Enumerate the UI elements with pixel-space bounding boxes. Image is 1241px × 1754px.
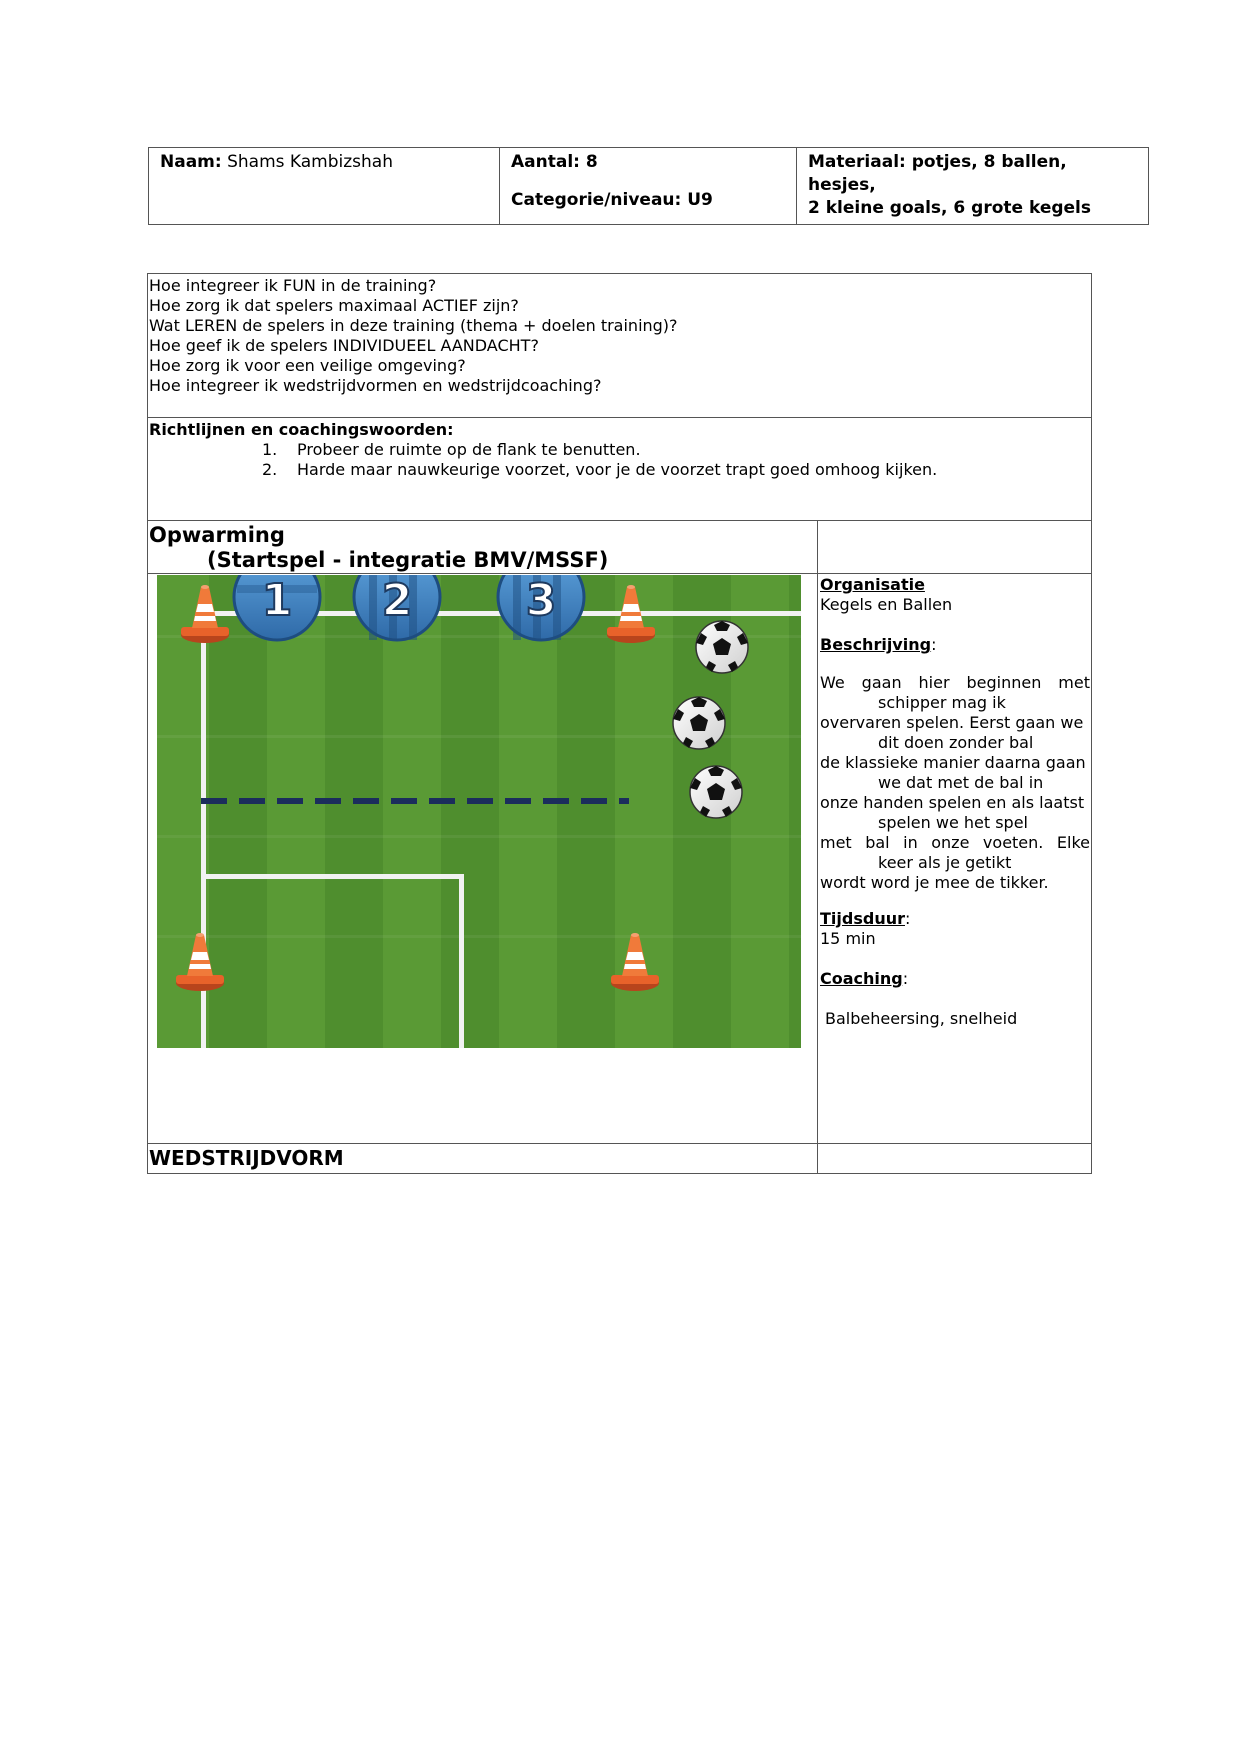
- beschrijving-line-1: We gaan hier beginnen met: [820, 673, 1090, 692]
- materiaal-line-1: Materiaal: potjes, 8 ballen, hesjes,: [808, 152, 1067, 195]
- beschrijving-colon: :: [931, 635, 937, 654]
- training-table: [147, 273, 1092, 1173]
- guideline-2-number: 2.: [262, 460, 278, 479]
- naam-label: Naam:: [160, 152, 222, 172]
- beschrijving-line-3: overvaren spelen. Eerst gaan we: [820, 713, 1084, 732]
- aantal-cell: [500, 148, 797, 224]
- coaching-heading: [820, 969, 908, 989]
- diagram-cell: [147, 573, 818, 1144]
- beschrijving-line-2: schipper mag ik: [878, 693, 1006, 712]
- guideline-2-text: Harde maar nauwkeurige voorzet, voor je de voorzet trapt goed omhoog kijken.: [297, 460, 938, 479]
- wedstrijdvorm-cell: [147, 1143, 818, 1174]
- organisatie-value: Kegels en Ballen: [820, 595, 953, 614]
- guidelines-title: Richtlijnen en coachingswoorden:: [149, 420, 454, 439]
- naam-cell: [149, 148, 500, 224]
- tijdsduur-heading: [820, 909, 910, 929]
- beschrijving-text: [820, 673, 1090, 893]
- materiaal-line-2: 2 kleine goals, 6 grote kegels: [808, 198, 1092, 218]
- details-cell: [817, 573, 1092, 1144]
- coaching-label: Coaching: [820, 969, 903, 988]
- question-1: Hoe integreer ik FUN in de training?: [149, 276, 437, 295]
- beschrijving-line-8: spelen we het spel: [878, 813, 1028, 832]
- beschrijving-label: Beschrijving: [820, 635, 932, 654]
- warmup-subtitle: (Startspel - integratie BMV/MSSF): [207, 548, 609, 572]
- player-1-number: 1: [261, 575, 293, 626]
- beschrijving-line-6: we dat met de bal in: [878, 773, 1044, 792]
- tijdsduur-label: Tijdsduur: [820, 909, 905, 928]
- soccer-field-diagram: [157, 575, 801, 1048]
- guideline-1-text: Probeer de ruimte op de flank te benutten.: [297, 440, 641, 459]
- guidelines-row: [147, 417, 1092, 521]
- coaching-colon: :: [902, 969, 909, 988]
- question-3: Wat LEREN de spelers in deze training (thema + doelen training)?: [149, 316, 678, 335]
- naam-value: Shams Kambizshah: [227, 152, 393, 172]
- beschrijving-line-7: onze handen spelen en als laatst: [820, 793, 1085, 812]
- categorie-text: Categorie/niveau: U9: [511, 190, 713, 210]
- question-5: Hoe zorg ik voor een veilige omgeving?: [149, 356, 466, 375]
- player-2-number: 2: [381, 575, 413, 626]
- tijdsduur-colon: :: [904, 909, 911, 928]
- tijdsduur-value: 15 min: [820, 929, 876, 948]
- question-2: Hoe zorg ik dat spelers maximaal ACTIEF zijn?: [149, 296, 519, 315]
- questions-row: [147, 273, 1092, 418]
- beschrijving-line-10: keer als je getikt: [878, 853, 1012, 872]
- beschrijving-line-11: wordt word je mee de tikker.: [820, 873, 1049, 892]
- organisatie-label: Organisatie: [820, 575, 925, 594]
- coaching-value: Balbeheersing, snelheid: [825, 1009, 1018, 1028]
- warmup-title-cell: [147, 520, 818, 574]
- warmup-title: Opwarming: [149, 523, 285, 547]
- warmup-empty-cell: [817, 520, 1092, 574]
- materiaal-cell: [797, 148, 1148, 224]
- beschrijving-line-5: de klassieke manier daarna gaan: [820, 753, 1086, 772]
- beschrijving-heading: [820, 635, 936, 655]
- wedstrijdvorm-empty-cell: [817, 1143, 1092, 1174]
- header-table: [148, 147, 1149, 225]
- wedstrijdvorm-title: WEDSTRIJDVORM: [149, 1146, 344, 1170]
- aantal-text: Aantal: 8: [511, 152, 598, 172]
- question-6: Hoe integreer ik wedstrijdvormen en wedstrijdcoaching?: [149, 376, 602, 395]
- beschrijving-line-4: dit doen zonder bal: [878, 733, 1034, 752]
- organisatie-heading: [820, 575, 925, 595]
- guideline-1-number: 1.: [262, 440, 278, 459]
- player-3-number: 3: [525, 575, 557, 626]
- beschrijving-line-9: met bal in onze voeten. Elke: [820, 833, 1090, 852]
- question-4: Hoe geef ik de spelers INDIVIDUEEL AANDACHT?: [149, 336, 539, 355]
